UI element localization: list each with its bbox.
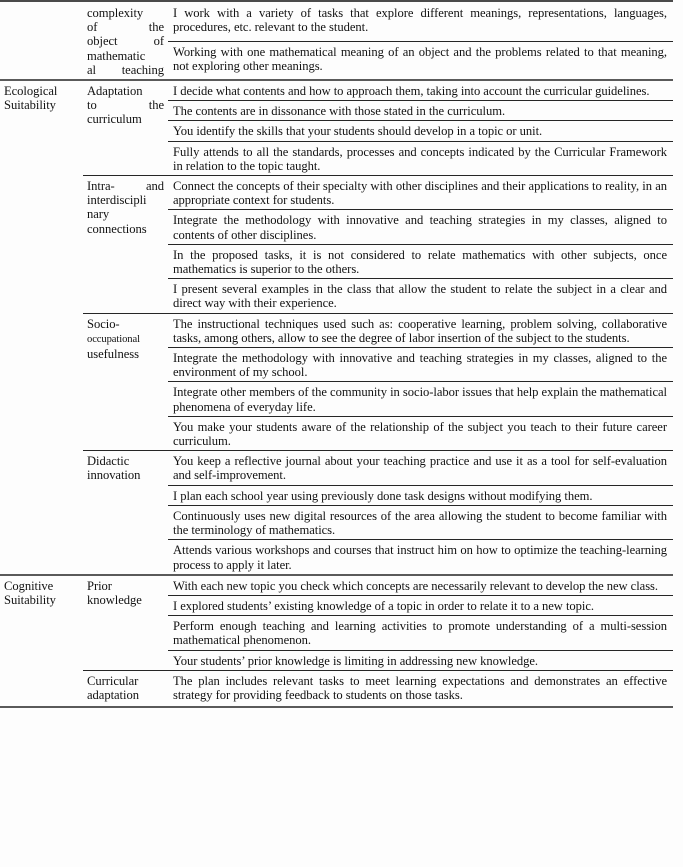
indicator-cell: Connect the concepts of their specialty with other disciplines and their applications to reality, in an appropriate context for students. (168, 176, 673, 210)
criterion-label-line: knowledge (87, 592, 142, 607)
indicator-cell: Fully attends to all the standards, processes and concepts indicated by the Curricular Framework in relation to the topic taught. (168, 141, 673, 175)
criterion-label-line: complexity (87, 6, 144, 20)
table-body (0, 1, 673, 704)
dimension-cell (0, 80, 83, 575)
criterion-label-line: to the (87, 98, 164, 113)
indicator-cell: The instructional techniques used such as: cooperative learning, problem solving, collaborative tasks, among others, allow to see the degree of labor insertion of the subject to the students. (168, 313, 673, 347)
criterion-label-line: interdiscipli (87, 193, 147, 208)
criterion-cell (83, 80, 168, 176)
criterion-label-line: object of (87, 34, 164, 49)
table-row (0, 313, 673, 347)
criterion-label-line: adaptation (87, 687, 139, 702)
indicator-cell: Integrate the methodology with innovative and teaching strategies in my classes, aligned to contents of other disciplines. (168, 210, 673, 244)
table-row (0, 670, 673, 704)
dimension-label-line: Suitability (4, 98, 56, 113)
criterion-label-line: connections (87, 221, 147, 236)
table-bottom-rule (0, 706, 673, 708)
indicator-cell: Your students’ prior knowledge is limiting in addressing new knowledge. (168, 650, 673, 670)
indicator-cell: I work with a variety of tasks that explore different meanings, representations, languages, procedures, etc. relevant to the student. (168, 1, 673, 41)
indicator-cell: I explored students’ existing knowledge of a topic in order to relate it to a new topic. (168, 595, 673, 615)
criterion-cell (83, 670, 168, 704)
indicator-cell: I plan each school year using previously done task designs without modifying them. (168, 485, 673, 505)
criterion-label-line: al teaching (87, 62, 164, 77)
indicator-cell: You make your students aware of the relationship of the subject you teach to their future career curriculum. (168, 416, 673, 450)
indicator-cell: Integrate other members of the community in socio-labor issues that help explain the mathematical phenomena of everyday life. (168, 382, 673, 416)
indicator-cell: Continuously uses new digital resources of the area allowing the student to become familiar with the terminology of mathematics. (168, 505, 673, 539)
table-row (0, 451, 673, 485)
criterion-cell (83, 575, 168, 671)
criterion-label-line: innovation (87, 468, 141, 483)
table-row (0, 80, 673, 101)
indicator-cell: Attends various workshops and courses that instruct him on how to optimize the teaching-learning process to apply it later. (168, 540, 673, 575)
dimension-label-line: Suitability (4, 592, 56, 607)
indicator-cell: Perform enough teaching and learning activities to promote understanding of a multi-session mathematical phenomenon. (168, 616, 673, 650)
criterion-label-line: Curricular (87, 673, 139, 688)
table-row (0, 176, 673, 210)
criterion-label-line: of the (87, 20, 164, 35)
criterion-label-line: curriculum (87, 112, 142, 127)
indicator-cell: With each new topic you check which concepts are necessarily relevant to develop the new class. (168, 575, 673, 596)
indicator-cell: You keep a reflective journal about your teaching practice and use it as a tool for self-evaluation and self-improvement. (168, 451, 673, 485)
indicator-cell: You identify the skills that your students should develop in a topic or unit. (168, 121, 673, 141)
indicator-cell: Working with one mathematical meaning of an object and the problems related to that meaning, not exploring other meanings. (168, 41, 673, 80)
indicator-cell: The contents are in dissonance with those stated in the curriculum. (168, 101, 673, 121)
criterion-label-line: Adaptation (87, 84, 143, 99)
indicator-cell: The plan includes relevant tasks to meet learning expectations and demonstrates an effective strategy for providing feedback to students on those tasks. (168, 670, 673, 704)
dimension-cell (0, 1, 83, 80)
dimension-label-line: Ecological (4, 84, 58, 99)
table-row (0, 575, 673, 596)
criterion-label-line: occupational (87, 333, 140, 345)
criterion-label-line: nary (87, 207, 110, 222)
criterion-label-line: Prior (87, 578, 112, 593)
table-row (0, 1, 673, 41)
criterion-cell (83, 1, 168, 80)
dimension-cell (0, 575, 83, 704)
indicator-cell: In the proposed tasks, it is not considered to relate mathematics with other subjects, once mathematics is superior to the others. (168, 244, 673, 278)
indicator-cell: I decide what contents and how to approach them, taking into account the curricular guidelines. (168, 80, 673, 101)
criterion-label-line: mathematic (87, 48, 146, 63)
indicator-cell: I present several examples in the class that allow the student to relate the subject in a clear and direct way with their experience. (168, 279, 673, 313)
dimension-label-line: Cognitive (4, 578, 54, 593)
criterion-label-line: usefulness (87, 347, 139, 362)
criterion-label-line: Didactic (87, 454, 130, 469)
criterion-label-line: Socio- (87, 316, 120, 331)
criterion-label-line: Intra- and (87, 179, 164, 194)
criterion-cell (83, 451, 168, 575)
indicator-cell: Integrate the methodology with innovative and teaching strategies in my classes, aligned to the environment of my school. (168, 348, 673, 382)
criterion-cell (83, 313, 168, 451)
criterion-cell (83, 176, 168, 314)
